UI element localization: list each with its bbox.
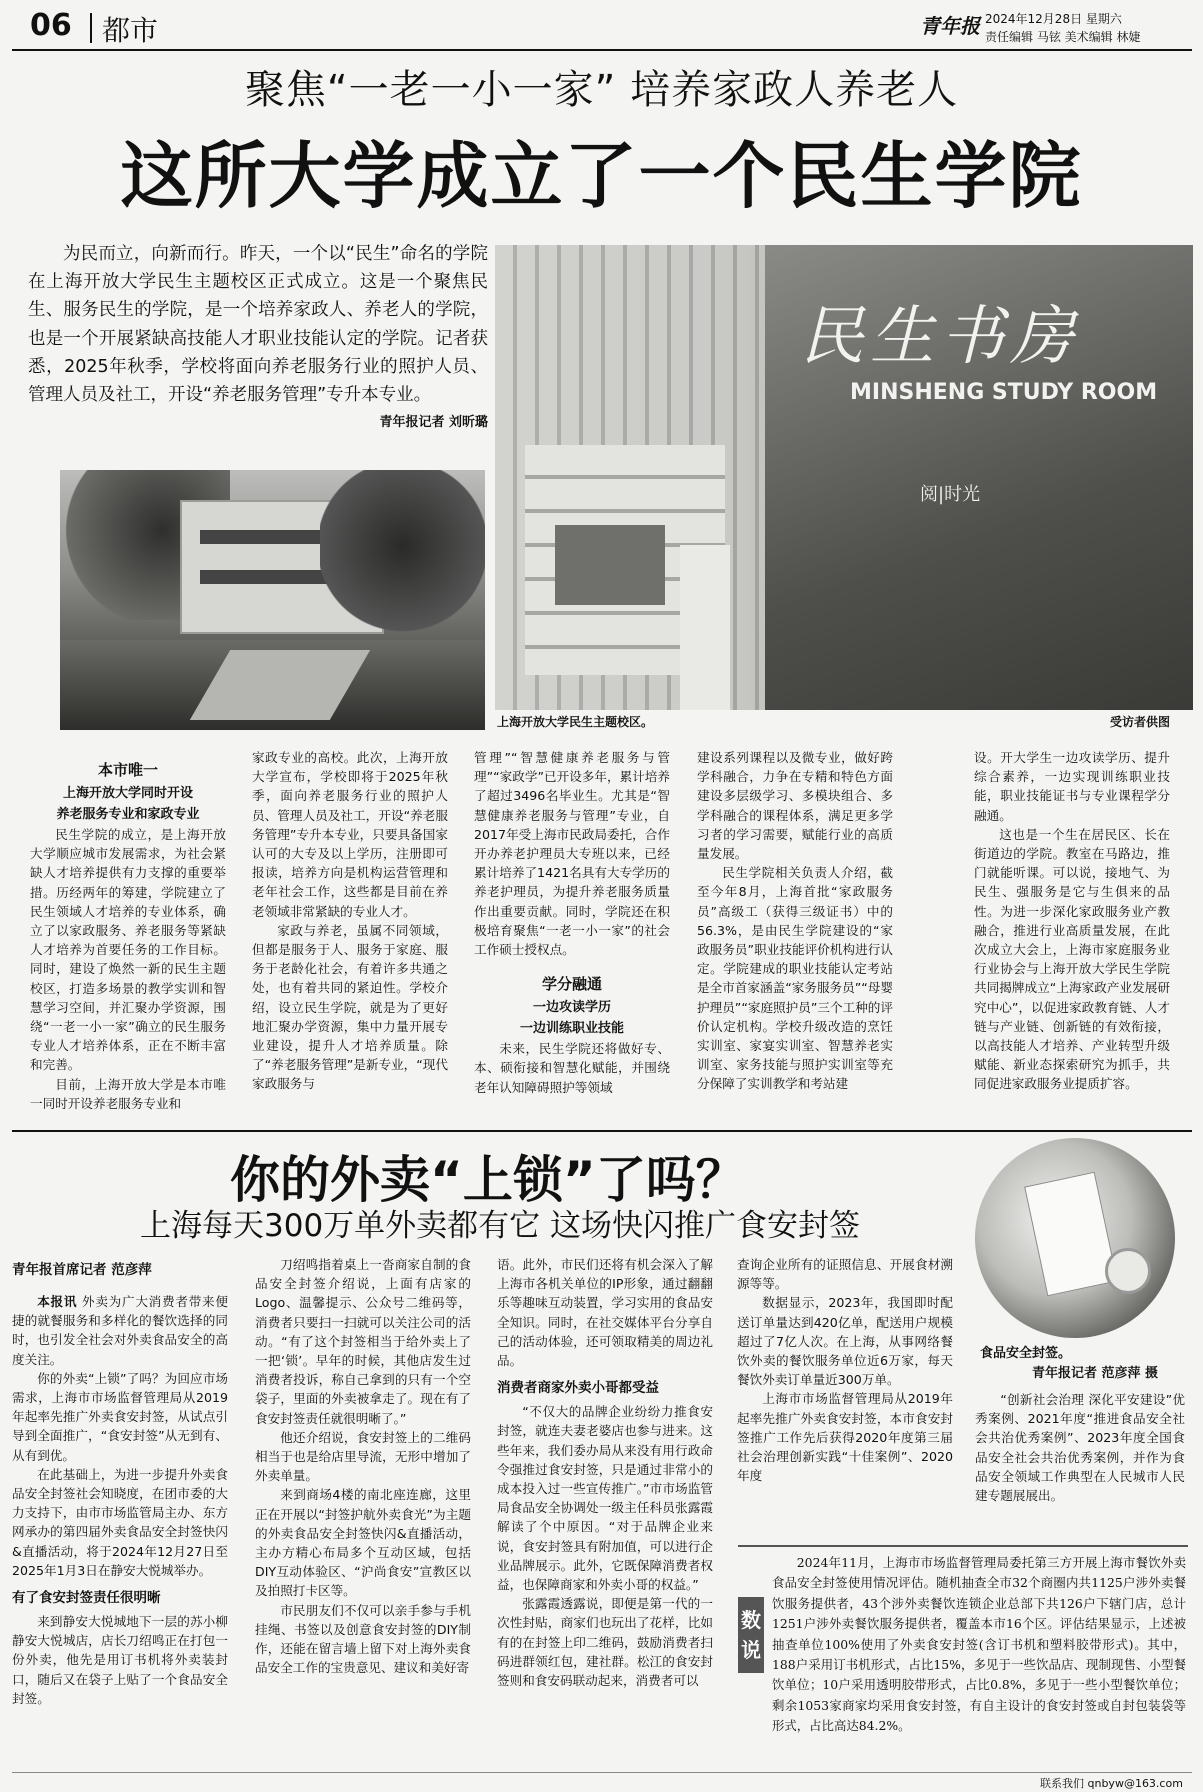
story2-col-5 xyxy=(975,1390,1185,1540)
story1-section1-title: 本市唯一 xyxy=(97,761,158,779)
story2-photo-credit: 青年报记者 范彦萍 摄 xyxy=(1032,1366,1159,1381)
story2-paragraph: 他还介绍说，食安封签上的二维码相当于也是给店里导流，无形中增加了外卖单量。 xyxy=(255,1429,471,1484)
sign-sub: 阅|时光 xyxy=(920,484,981,505)
story2-col-2 xyxy=(255,1255,471,1725)
story1-paragraph: 家政与养老，虽属不同领域，但都是服务于人、服务于家庭、服务于老龄化社会，有着许多共通之处，也有着共同的紧迫性。学校介绍，设立民生学院，就是为了更好地汇聚办学资源，集中力量开展专业建设，提升人才培养质量。除了“养老服务管理”是新专业，“现代家政服务与 xyxy=(252,922,448,1092)
story1-section2-sub2: 一边训练职业技能 xyxy=(519,1021,624,1037)
photo-credit: 受访者供图 xyxy=(1110,715,1171,729)
courtyard-photo xyxy=(60,470,485,730)
story2-byline: 青年报首席记者 范彦萍 xyxy=(12,1262,152,1278)
issue-date: 2024年12月28日 星期六 xyxy=(985,12,1122,26)
story1-paragraph: 建设系列课程以及微专业，做好跨学科融合，力争在专精和特色方面建设多层级学习、多模块组合、多学科融合的课程体系，满足更多学习者的学习需要，赋能行业的高质量发展。 xyxy=(697,750,893,862)
story1-section2-sub1: 一边攻读学历 xyxy=(532,1000,611,1016)
story1-col-2 xyxy=(252,748,448,1115)
story1-paragraph: 管理”“智慧健康养老服务与管理”“家政学”已开设多年，累计培养了超过3496名毕业生。尤其是“智慧健康养老服务与管理”专业，自2017年受上海市民政局委托，合作开办养老护理员大专班以来，已经累计培养了1421名具有大专学历的养老护理员，为提升养老服务质量作出重要贡献。同时，学院还在积极培育聚焦“一老一小一家”的社会工作硕士授权点。 xyxy=(474,750,670,958)
food-seal-photo xyxy=(975,1138,1175,1338)
footer-contact: 联系我们 qnbyw@163.com xyxy=(1040,1777,1183,1790)
photo-caption: 上海开放大学民生主题校区。 xyxy=(497,715,654,729)
story2-paragraph: 来到商场4楼的南北座连廊，这里正在开展以“封签护航外卖食光”为主题的外卖食品安全封签快闪&直播活动，主办方精心布局多个互动区域，包括DIY互动体验区、“沪尚食安”宣教区以及拍照打卡区等。 xyxy=(255,1487,471,1599)
story2-paragraph: “创新社会治理 深化平安建设”优秀案例、2021年度“推进食品安全社会共治优秀案例”、2023年度全国食品安全社会共治优秀案例，并作为食品安全领域工作典型在人民城市人民建专题展展出。 xyxy=(975,1392,1185,1504)
page-header xyxy=(0,0,1203,50)
story1-paragraph: 设。开大学生一边攻读学历、提升综合素养，一边实现训练职业技能，职业技能证书与专业课程学分融通。 xyxy=(974,750,1170,823)
story1-paragraph: 家政专业的高校。此次，上海开放大学宣布，学校即将于2025年秋季，面向养老服务行业的照护人员、管理人员及社工，开设“养老服务管理”专升本专业，只要具备国家认可的大专及以上学历，注册即可报读，培养方向是机构运营管理和老年社会工作，这些都是目前在养老领域非常紧缺的专业人才。 xyxy=(252,750,448,919)
story2-paragraph: 上海市市场监督管理局从2019年起率先推广外卖食安封签，本市食安封签推广工作先后获得2020年度第三届社会治理创新实践“十佳案例”、2020年度 xyxy=(737,1391,953,1484)
study-room-photo xyxy=(495,245,1193,710)
footer-rule xyxy=(12,1772,1192,1773)
story1-col-3 xyxy=(474,748,670,1115)
story2-paragraph: 张露霞透露说，即便是第一代的一次性封贴，商家们也玩出了花样，比如有的在封签上印二维码，鼓励消费者扫码进群领红包，建社群。松江的食安封签则和食安码联动起来，消费者可以 xyxy=(497,1596,713,1689)
story1-paragraph: 未来，民生学院还将做好专、本、硕衔接和智慧化赋能，并围绕老年认知障碍照护等领域 xyxy=(474,1041,670,1095)
story2-paragraph: 查询企业所有的证照信息、开展食材溯源等等。 xyxy=(737,1257,953,1292)
story2-paragraph: “不仅大的品牌企业纷纷力推食安封签，就连夫妻老婆店也参与进来。这些年来，我们委办局从来没有用行政命令强推过食安封签，只是通过非常小的成本投入过一些宣传推广。”市市场监管局食品安全协调处一级主任科员张露霞解读了个中原因。“对于品牌企业来说，食安封签具有附加值，可以进行企业品牌展示。此外，它既保障消费者权益，也保障商家和外卖小哥的权益。” xyxy=(497,1404,713,1593)
story1-headline: 这所大学成立了一个民生学院 xyxy=(120,134,1083,218)
story2-paragraph: 刀绍鸣指着桌上一沓商家自制的食品安全封签介绍说，上面有店家的Logo、温馨提示、公众号二维码等，消费者只要扫一扫就可以关注公司的活动。“有了这个封签相当于给外卖上了一把‘锁’。早年的时候，其他店发生过消费者投诉，称自己拿到的只有一个空袋子，里面的外卖被拿走了。现在有了食安封签责任就很明晰了。” xyxy=(255,1257,471,1426)
story2-paragraph: 语。此外，市民们还将有机会深入了解上海市各机关单位的IP形象，通过翻翻乐等趣味互动装置，学习实用的食品安全知识。同时，在社交媒体平台分享自己的活动体验，还可领取精美的周边礼品。 xyxy=(497,1257,713,1369)
story2-section1-title: 有了食安封签责任很明晰 xyxy=(12,1590,161,1607)
story1-section1-sub1: 上海开放大学同时开设 xyxy=(62,786,193,801)
story1-paragraph: 这也是一个生在居民区、长在街道边的学院。教室在马路边，推门就能听课。可以说，接地气、为民生、强服务是它与生俱来的品性。为进一步深化家政服务业产教融合，推进行业高质量发展，在此次成立大会上，上海市家庭服务业行业协会与上海开放大学民生学院共同揭牌成立“上海家政产业发展研究中心”，以促进家政教育链、人才链与产业链、创新链的有效衔接，以高技能人才培养、产业转型升级赋能、新业态探索研究为抓手，共同促进家政服务业提质扩容。 xyxy=(974,826,1170,1092)
story1-lead: 为民而立，向新而行。昨天，一个以“民生”命名的学院在上海开放大学民生主题校区正式成立。这是一个聚焦民生、服务民生的学院，是一个培养家政人、养老人的学院，也是一个开展紧缺高技能人才职业技能认定的学院。记者获悉，2025年秋季，学校将面向养老服务行业的照护人员、管理人员及社工，开设“养老服务管理”专升本专业。 xyxy=(28,244,488,406)
story1-paragraph: 目前，上海开放大学是本市唯一同时开设养老服务专业和 xyxy=(30,1076,226,1111)
story2-paragraph: 你的外卖“上锁”了吗？为回应市场需求，上海市市场监督管理局从2019年起率先推广外卖食安封签，从试点引导到全面推广，“食安封签”从无到有、从有到优。 xyxy=(12,1370,228,1463)
story2-col-4 xyxy=(737,1255,953,1540)
page-number: 06 xyxy=(30,8,72,43)
story1-col-5 xyxy=(974,748,1170,1115)
header-divider xyxy=(90,13,92,43)
story2-lead-tag: 本报讯 xyxy=(37,1294,78,1309)
story2-paragraph: 在此基础上，为进一步提升外卖食品安全封签社会知晓度，在团市委的大力支持下，由市市场监管局主办、东方网承办的第四届外卖食品安全封签快闪&直播活动，将于2024年12月27日至2025年1月3日在静安大悦城举办。 xyxy=(12,1466,228,1578)
story1-kicker: 聚焦“一老一小一家” 培养家政人养老人 xyxy=(244,67,959,113)
story2-photo-caption: 食品安全封签。 xyxy=(980,1346,1072,1361)
story2-paragraph: 外卖为广大消费者带来便捷的就餐服务和多样化的餐饮选择的同时，也引发全社会对外卖食品安全的高度关注。 xyxy=(12,1294,228,1367)
story2-section2-title: 消费者商家外卖小哥都受益 xyxy=(497,1380,659,1397)
editors: 责任编辑 马铉 美术编辑 林婕 xyxy=(985,30,1141,44)
header-rule xyxy=(12,49,1192,51)
story2-subhead: 上海每天300万单外卖都有它 这场快闪推广食安封签 xyxy=(140,1208,861,1244)
data-box xyxy=(738,1545,1188,1737)
story2-paragraph: 数据显示，2023年，我国即时配送订单量达到420亿单，配送用户规模超过了7亿人次。在上海，从事网络餐饮外卖的餐饮服务单位近6万家，每天餐饮外卖订单量近300万单。 xyxy=(737,1295,953,1388)
story-divider xyxy=(12,1130,1192,1132)
story2-col-1 xyxy=(12,1258,228,1728)
story1-col-1 xyxy=(30,755,226,1115)
story2-paragraph: 来到静安大悦城地下一层的苏小柳静安大悦城店，店长刀绍鸣正在打包一份外卖，他先是用订书机将外卖装封口，随后又在袋子上贴了一个食品安全封签。 xyxy=(12,1614,228,1706)
sign-english: MINSHENG STUDY ROOM xyxy=(850,380,1158,405)
data-label: 数说 xyxy=(738,1597,764,1673)
story2-col-3 xyxy=(497,1255,713,1725)
story1-section2-title: 学分融通 xyxy=(541,975,602,994)
story1-section1-sub2: 养老服务专业和家政专业 xyxy=(56,807,200,822)
data-text: 2024年11月，上海市市场监督管理局委托第三方开展上海市餐饮外卖食品安全封签使用情况评估。随机抽查全市32个商圈内共1125户涉外卖餐饮服务提供者，43个涉外卖餐饮连锁企业总部下共126户下辖门店，总计1251户涉外卖餐饮服务提供者，覆盖本市16个区。评估结果显示，上述被抽查单位100%使用了外卖食安封签(含订书机和塑料胶带形式)。其中，188户采用订书机形式，占比15%，多见于一些饮品店、现制现售、小型餐饮单位；10户采用透明胶带形式，占比0.8%，多见于一些小型餐饮单位；剩余1053家商家均采用食安封签，有自主设计的食安封签或自封包装袋等形式，占比高达84.2%。 xyxy=(772,1555,1186,1733)
story2-headline: 你的外卖“上锁”了吗？ xyxy=(230,1151,746,1209)
story1-col-4 xyxy=(697,748,893,1115)
story1-lead-block xyxy=(28,240,488,437)
masthead-logo: 青年报 xyxy=(920,14,980,38)
sign-chinese: 民生书房 xyxy=(800,300,1080,374)
story1-paragraph: 民生学院的成立，是上海开放大学顺应城市发展需求，为社会紧缺人才培养提供有力支撑的重要举措。历经两年的筹建，学院建立了民生领域人才培养的专业体系，确立了以家政服务、养老服务等紧缺人才培养为首要任务的工作目标。同时，建设了焕然一新的民生主题校区，打造多场景的教学实训和智慧学习空间，并汇聚办学资源，围绕“一老一小一家”确立的民生服务专业人才培养体系，正在不断丰富和完善。 xyxy=(30,827,226,1073)
section-name: 都市 xyxy=(102,14,159,47)
story1-paragraph: 民生学院相关负责人介绍，截至今年8月，上海首批“家政服务员”高级工（获得三级证书）中的56.3%，是由民生学院建设的“家政服务员”职业技能评价机构进行认定。学院建成的职业技能认定考站是全市首家涵盖“家务服务员”“母婴护理员”“家庭照护员”三个工种的评价认定机构。学校升级改造的烹饪实训室、家宴实训室、智慧养老实训室、家务技能与照护实训室等充分保障了实训教学和考站建 xyxy=(697,865,893,1092)
story1-byline: 青年报记者 刘昕璐 xyxy=(379,415,488,431)
story2-paragraph: 市民朋友们不仅可以亲手参与手机挂绳、书签以及创意食安封签的DIY制作，还能在留言墙上留下对上海外卖食品安全工作的宝贵意见、建议和美好寄 xyxy=(255,1602,471,1676)
